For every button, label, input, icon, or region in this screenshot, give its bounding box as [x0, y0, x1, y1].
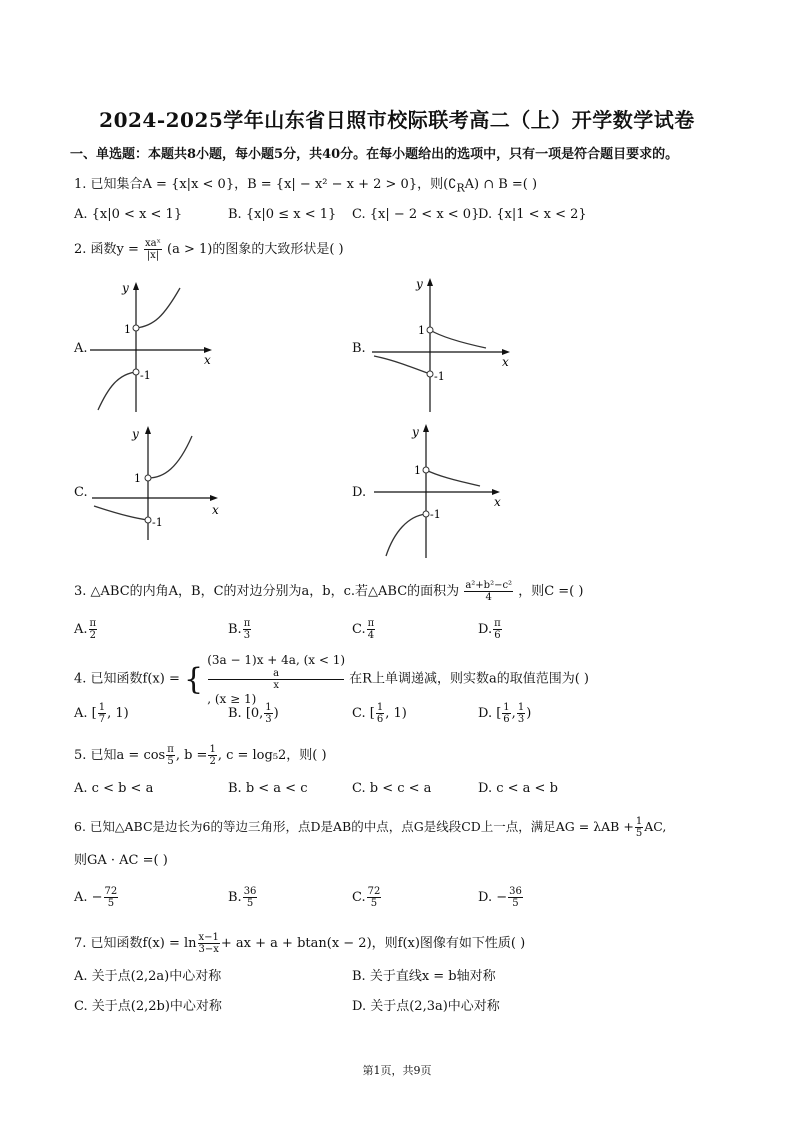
- question-7-option-a[interactable]: A. 关于点(2,2a)中心对称: [74, 969, 222, 984]
- svg-text:y: y: [416, 277, 423, 291]
- svg-text:x: x: [502, 355, 509, 369]
- question-7-stem: 7. 已知函数f(x) = ln $\frac{x-1}{3-x}$ + ax + a + btan(x − 2)，则f(x)图像有如下性质( ): [74, 932, 526, 955]
- question-7-option-c[interactable]: C. 关于点(2,2b)中心对称: [74, 999, 222, 1014]
- question-5-option-d[interactable]: D. c < a < b: [478, 781, 558, 796]
- question-1-option-b[interactable]: B. {x|0 ≤ x < 1}: [228, 207, 337, 222]
- question-7-option-b[interactable]: B. 关于直线x = b轴对称: [352, 969, 496, 984]
- question-3-option-c[interactable]: C. $\frac{\pi}{4}$: [352, 618, 375, 641]
- question-4-stem: 4. 已知函数f(x) = { (3a − 1)x + 4a, (x < 1) a x , (x ≥ 1) 在R上单调递减，则实数a的取值范围为( ): [74, 653, 589, 706]
- question-3-stem: 3. △ABC的内角A，B，C的对边分别为a，b，c.若△ABC的面积为 $\frac{\text{a²+b²−c²}}{4}$ ，则C =( ): [74, 580, 584, 603]
- svg-text:y: y: [412, 425, 419, 439]
- svg-text:-1: -1: [430, 508, 441, 521]
- question-1-stem: 1. 已知集合A = {x|x < 0}，B = {x| − x² − x + 2 > 0}，则$(∁_RA)$ ∩ B =( ): [74, 177, 538, 195]
- graph-d[interactable]: [370, 420, 510, 560]
- svg-text:1: 1: [418, 324, 425, 337]
- question-6-stem-line2: 则GA · AC =( ): [74, 853, 168, 868]
- piecewise-cases: (3a − 1)x + 4a, (x < 1) a x , (x ≥ 1): [207, 653, 346, 706]
- exam-title: 2024-2025学年山东省日照市校际联考高二（上）开学数学试卷: [99, 108, 695, 132]
- svg-text:1: 1: [134, 472, 141, 485]
- svg-text:x: x: [494, 495, 501, 509]
- svg-text:1: 1: [414, 464, 421, 477]
- svg-text:y: y: [122, 281, 129, 295]
- question-6-option-b[interactable]: B. $\frac{36}{5}$: [228, 886, 257, 909]
- svg-text:x: x: [204, 353, 211, 367]
- svg-text:y: y: [132, 427, 139, 441]
- svg-text:-1: -1: [434, 370, 445, 383]
- question-3-option-d[interactable]: D. $\frac{\pi}{6}$: [478, 618, 501, 641]
- svg-text:x: x: [212, 503, 219, 517]
- graph-b[interactable]: [368, 274, 516, 414]
- question-4-option-d[interactable]: D. [ $\frac{1}{6}$ , $\frac{1}{3}$ ): [478, 702, 532, 725]
- question-1-option-a[interactable]: A. {x|0 < x < 1}: [74, 207, 183, 222]
- graph-a[interactable]: [88, 278, 218, 414]
- question-4-option-a[interactable]: A. [ $\frac{1}{7}$ , 1): [74, 702, 129, 725]
- question-3-fraction: $\frac{\text{a²+b²−c²}}{4}$: [465, 580, 513, 603]
- question-5-option-c[interactable]: C. b < c < a: [352, 781, 432, 796]
- question-2-option-d[interactable]: D.: [352, 485, 367, 500]
- question-1-option-c[interactable]: C. {x| − 2 < x < 0}: [352, 207, 480, 222]
- svg-text:-1: -1: [140, 369, 151, 382]
- question-5-option-b[interactable]: B. b < a < c: [228, 781, 308, 796]
- svg-text:1: 1: [124, 323, 131, 336]
- question-2-fraction: $\frac{\text{xaˣ}}{|x|}$: [145, 238, 161, 261]
- question-2-option-b[interactable]: B.: [352, 341, 366, 356]
- question-5-option-a[interactable]: A. c < b < a: [74, 781, 154, 796]
- question-5-stem: 5. 已知a = cos $\frac{\pi}{5}$ , b = $\frac{1}{2}$ , c = log₅2，则( ): [74, 744, 327, 767]
- question-2-option-a[interactable]: A.: [74, 341, 88, 356]
- graph-c[interactable]: [88, 422, 228, 542]
- question-7-option-d[interactable]: D. 关于点(2,3a)中心对称: [352, 999, 500, 1014]
- question-6-stem: 6. 已知△ABC是边长为6的等边三角形，点D是AB的中点，点G是线段CD上一点，满足AG = λAB + $\frac{1}{5}$ AC,: [74, 816, 667, 839]
- question-2-option-c[interactable]: C.: [74, 485, 88, 500]
- question-3-option-b[interactable]: B. $\frac{\pi}{3}$: [228, 618, 251, 641]
- svg-text:-1: -1: [152, 516, 163, 529]
- question-6-option-d[interactable]: D. − $\frac{36}{5}$: [478, 886, 522, 909]
- question-1-option-d[interactable]: D. {x|1 < x < 2}: [478, 207, 587, 222]
- question-4-option-b[interactable]: B. [0, $\frac{1}{3}$ ): [228, 702, 279, 725]
- question-4-option-c[interactable]: C. [ $\frac{1}{6}$ , 1): [352, 702, 407, 725]
- question-2-stem: 2. 函数y = $\frac{\text{xaˣ}}{|x|}$ (a > 1)的图象的大致形状是( ): [74, 238, 344, 261]
- question-6-option-a[interactable]: A. − $\frac{72}{5}$: [74, 886, 118, 909]
- question-3-option-a[interactable]: A. $\frac{\pi}{2}$: [74, 618, 97, 641]
- question-6-option-c[interactable]: C. $\frac{72}{5}$: [352, 886, 381, 909]
- page-footer: 第1页，共9页: [362, 1064, 432, 1077]
- section-1-heading: 一、单选题：本题共8小题，每小题5分，共40分。在每小题给出的选项中，只有一项是符合题目要求的。: [70, 147, 679, 162]
